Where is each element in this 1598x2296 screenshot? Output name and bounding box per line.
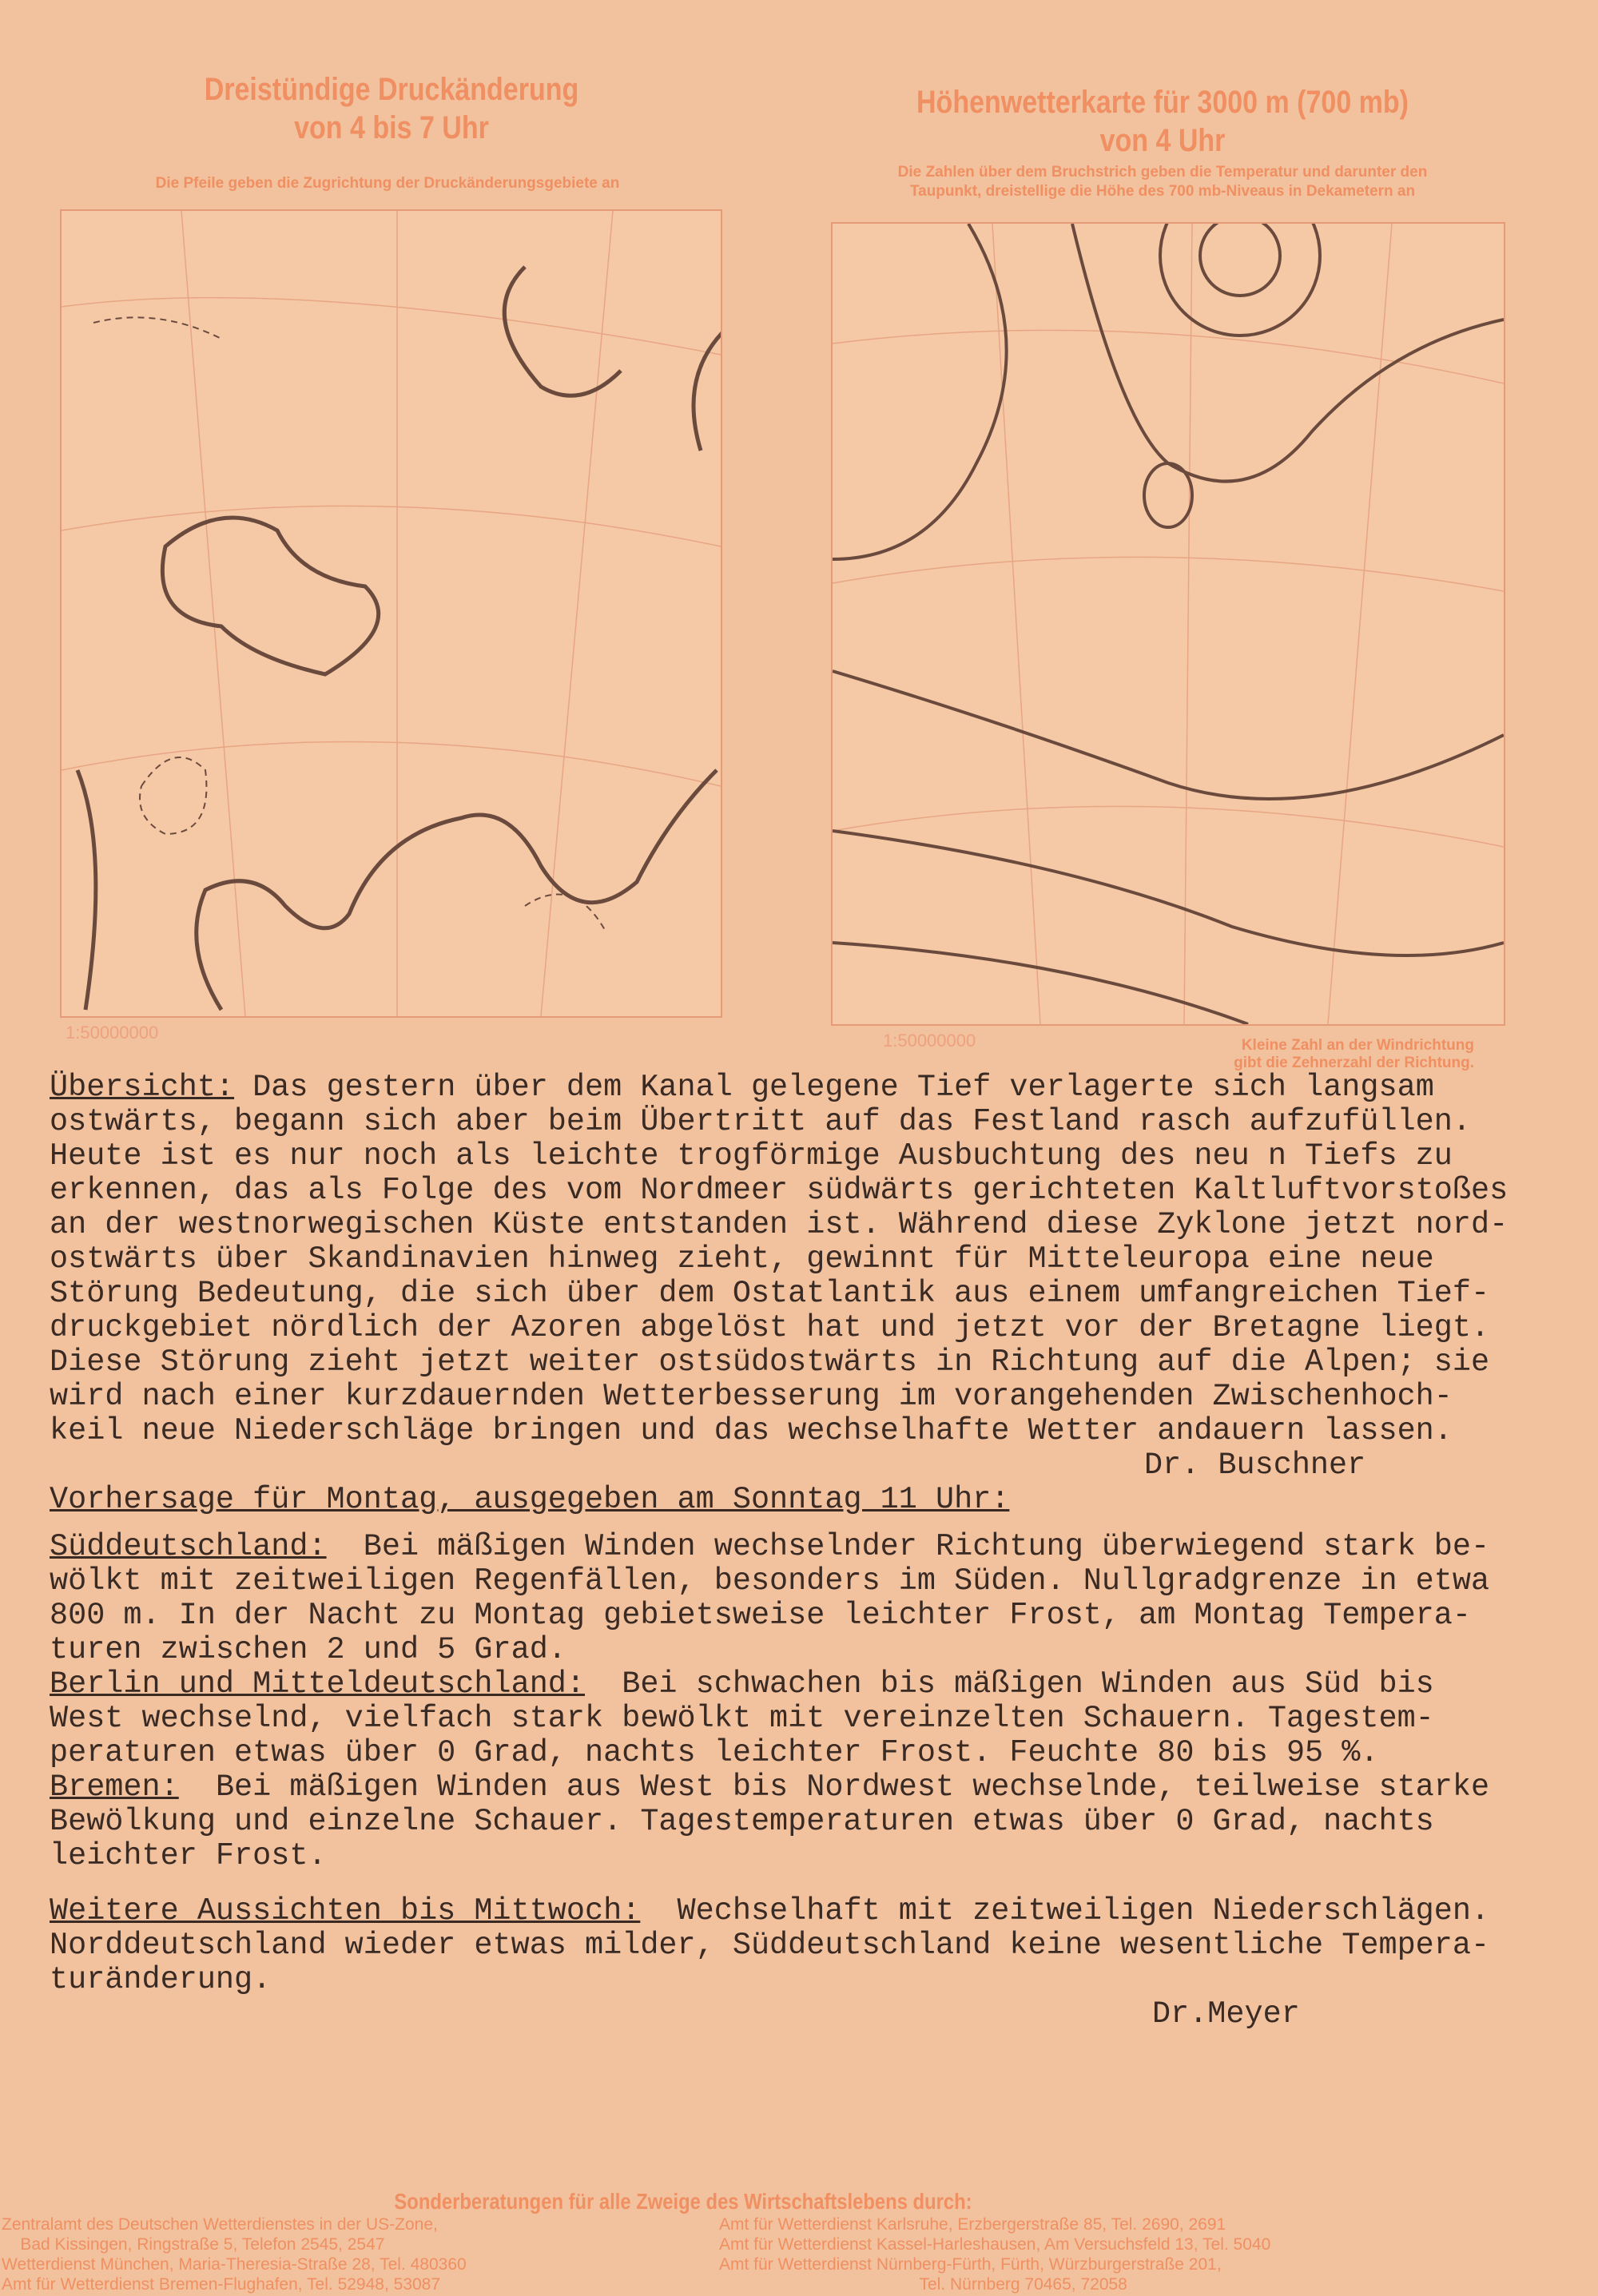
text-line: Störung Bedeutung, die sich über dem Ostatlantik aus einem umfangreichen Tief- <box>50 1276 1490 1311</box>
signature-meyer: Dr.Meyer <box>1152 1996 1300 2032</box>
text-line: Heute ist es nur noch als leichte trogförmige Ausbuchtung des neu n Tiefs zu <box>50 1138 1453 1174</box>
forecast-heading: Vorhersage für Montag, ausgegeben am Sonntag 11 Uhr: <box>50 1482 1010 1517</box>
subtitle-line: Taupunkt, dreistellige die Höhe des 700 mb-Niveaus in Dekametern an <box>909 183 1416 200</box>
text-line <box>50 1770 1568 1805</box>
title-line: von 4 Uhr <box>1099 123 1226 158</box>
text-line: turen zwischen 2 und 5 Grad. <box>50 1632 566 1667</box>
address-line: Amt für Wetterdienst Nürnberg-Fürth, Fürth, Würzburgerstraße 201, <box>719 2255 1222 2274</box>
text-line: wölkt mit zeitweiligen Regenfällen, besonders im Süden. Nullgradgrenze in etwa <box>50 1563 1490 1599</box>
address-line: Wetterdienst München, Maria-Theresia-Straße 28, Tel. 480360 <box>2 2255 467 2274</box>
address-line: Amt für Wetterdienst Kassel-Harleshausen, Am Versuchsfeld 13, Tel. 5040 <box>719 2235 1271 2254</box>
note-line: Kleine Zahl an der Windrichtung <box>1241 1037 1474 1054</box>
footer-right-addresses <box>719 2215 1270 2294</box>
text-line: druckgebiet nördlich der Azoren abgelöst hat und jetzt vor der Bretagne liegt. <box>50 1310 1490 1345</box>
text-line: wird nach einer kurzdauernden Wetterbesserung im vorangehenden Zwischenhoch- <box>50 1379 1453 1414</box>
text-line: erkennen, das als Folge des vom Nordmeer südwärts gerichteten Kaltluftvorstoßes <box>50 1173 1509 1208</box>
berlin-heading: Berlin und Mitteldeutschland: <box>50 1666 586 1702</box>
left-map-title <box>147 70 636 147</box>
footer-title: Sonderberatungen für alle Zweige des Wirtschaftslebens durch: <box>394 2189 972 2214</box>
text-line: ostwärts, begann sich aber beim Übertritt auf das Festland rasch aufzufüllen. <box>50 1104 1471 1139</box>
overview-heading: Übersicht: <box>50 1070 235 1105</box>
text-line <box>50 1667 1568 1702</box>
text-line: leichter Frost. <box>50 1838 327 1873</box>
title-line: Höhenwetterkarte für 3000 m (700 mb) <box>916 85 1409 120</box>
text-line: Diese Störung zieht jetzt weiter ostsüdostwärts in Richtung auf die Alpen; sie <box>50 1345 1490 1380</box>
right-map-scale: 1:50000000 <box>883 1031 976 1051</box>
note-line: gibt die Zehnerzahl der Richtung. <box>1234 1055 1474 1071</box>
text-span: Bei mäßigen Winden wechselnder Richtung überwiegend stark be- <box>326 1529 1490 1564</box>
title-line: Dreistündige Druckänderung <box>204 72 579 107</box>
upper-air-map <box>831 222 1505 1026</box>
text-line <box>50 1894 1568 1929</box>
right-map-title <box>880 83 1445 160</box>
address-line: Zentralamt des Deutschen Wetterdienstes in der US-Zone, <box>2 2215 438 2234</box>
text-line: an der westnorwegischen Küste entstanden ist. Während diese Zyklone jetzt nord- <box>50 1207 1509 1242</box>
text-line: keil neue Niederschläge bringen und das wechselhafte Wetter andauern lassen. <box>50 1413 1453 1448</box>
text-line: 800 m. In der Nacht zu Montag gebietsweise leichter Frost, am Montag Tempera- <box>50 1598 1471 1633</box>
address-line: Tel. Nürnberg 70465, 72058 <box>719 2275 1127 2294</box>
map-contours <box>62 211 721 1016</box>
text-line: peraturen etwas über 0 Grad, nachts leichter Frost. Feuchte 80 bis 95 %. <box>50 1735 1379 1770</box>
left-map-scale: 1:50000000 <box>66 1023 159 1043</box>
map-contours <box>833 224 1504 1024</box>
pressure-change-map <box>60 209 722 1018</box>
left-map-subtitle: Die Pfeile geben die Zugrichtung der Druckänderungsgebiete an <box>155 175 620 192</box>
wind-direction-note <box>1135 1037 1474 1072</box>
text-span: Bei mäßigen Winden aus West bis Nordwest wechselnde, teilweise starke <box>178 1770 1490 1805</box>
weather-report <box>50 1071 1568 2032</box>
overview-body <box>50 1105 1568 1448</box>
sued-heading: Süddeutschland: <box>50 1529 327 1564</box>
text-line: ostwärts über Skandinavien hinweg zieht, gewinnt für Mitteleuropa eine neue <box>50 1241 1434 1277</box>
text-line: Bewölkung und einzelne Schauer. Tagestemperaturen etwas über 0 Grad, nachts <box>50 1804 1434 1839</box>
text-line <box>50 1071 1568 1105</box>
text-span: Das gestern über dem Kanal gelegene Tief verlagerte sich langsam <box>234 1070 1434 1105</box>
address-line: Bad Kissingen, Ringstraße 5, Telefon 2545, 2547 <box>2 2235 385 2254</box>
title-line: von 4 bis 7 Uhr <box>294 110 489 145</box>
text-span: Wechselhaft mit zeitweiligen Niederschlägen. <box>640 1893 1490 1929</box>
signature-buschner: Dr. Buschner <box>1144 1448 1366 1483</box>
footer-left-addresses <box>2 2215 467 2294</box>
text-span: Bei schwachen bis mäßigen Winden aus Süd bis <box>585 1666 1434 1702</box>
address-line: Amt für Wetterdienst Karlsruhe, Erzbergerstraße 85, Tel. 2690, 2691 <box>719 2215 1226 2234</box>
text-line: Norddeutschland wieder etwas milder, Süddeutschland keine wesentliche Tempera- <box>50 1928 1490 1963</box>
text-line <box>50 1530 1568 1564</box>
outlook-heading: Weitere Aussichten bis Mittwoch: <box>50 1893 641 1929</box>
text-line: turänderung. <box>50 1962 272 1997</box>
bremen-heading: Bremen: <box>50 1770 179 1805</box>
right-map-subtitle <box>831 163 1494 201</box>
address-line: Amt für Wetterdienst Bremen-Flughafen, Tel. 52948, 53087 <box>2 2275 441 2294</box>
subtitle-line: Die Zahlen über dem Bruchstrich geben die Temperatur und darunter den <box>897 164 1428 181</box>
text-line: West wechselnd, vielfach stark bewölkt mit vereinzelten Schauern. Tagestem- <box>50 1701 1434 1736</box>
